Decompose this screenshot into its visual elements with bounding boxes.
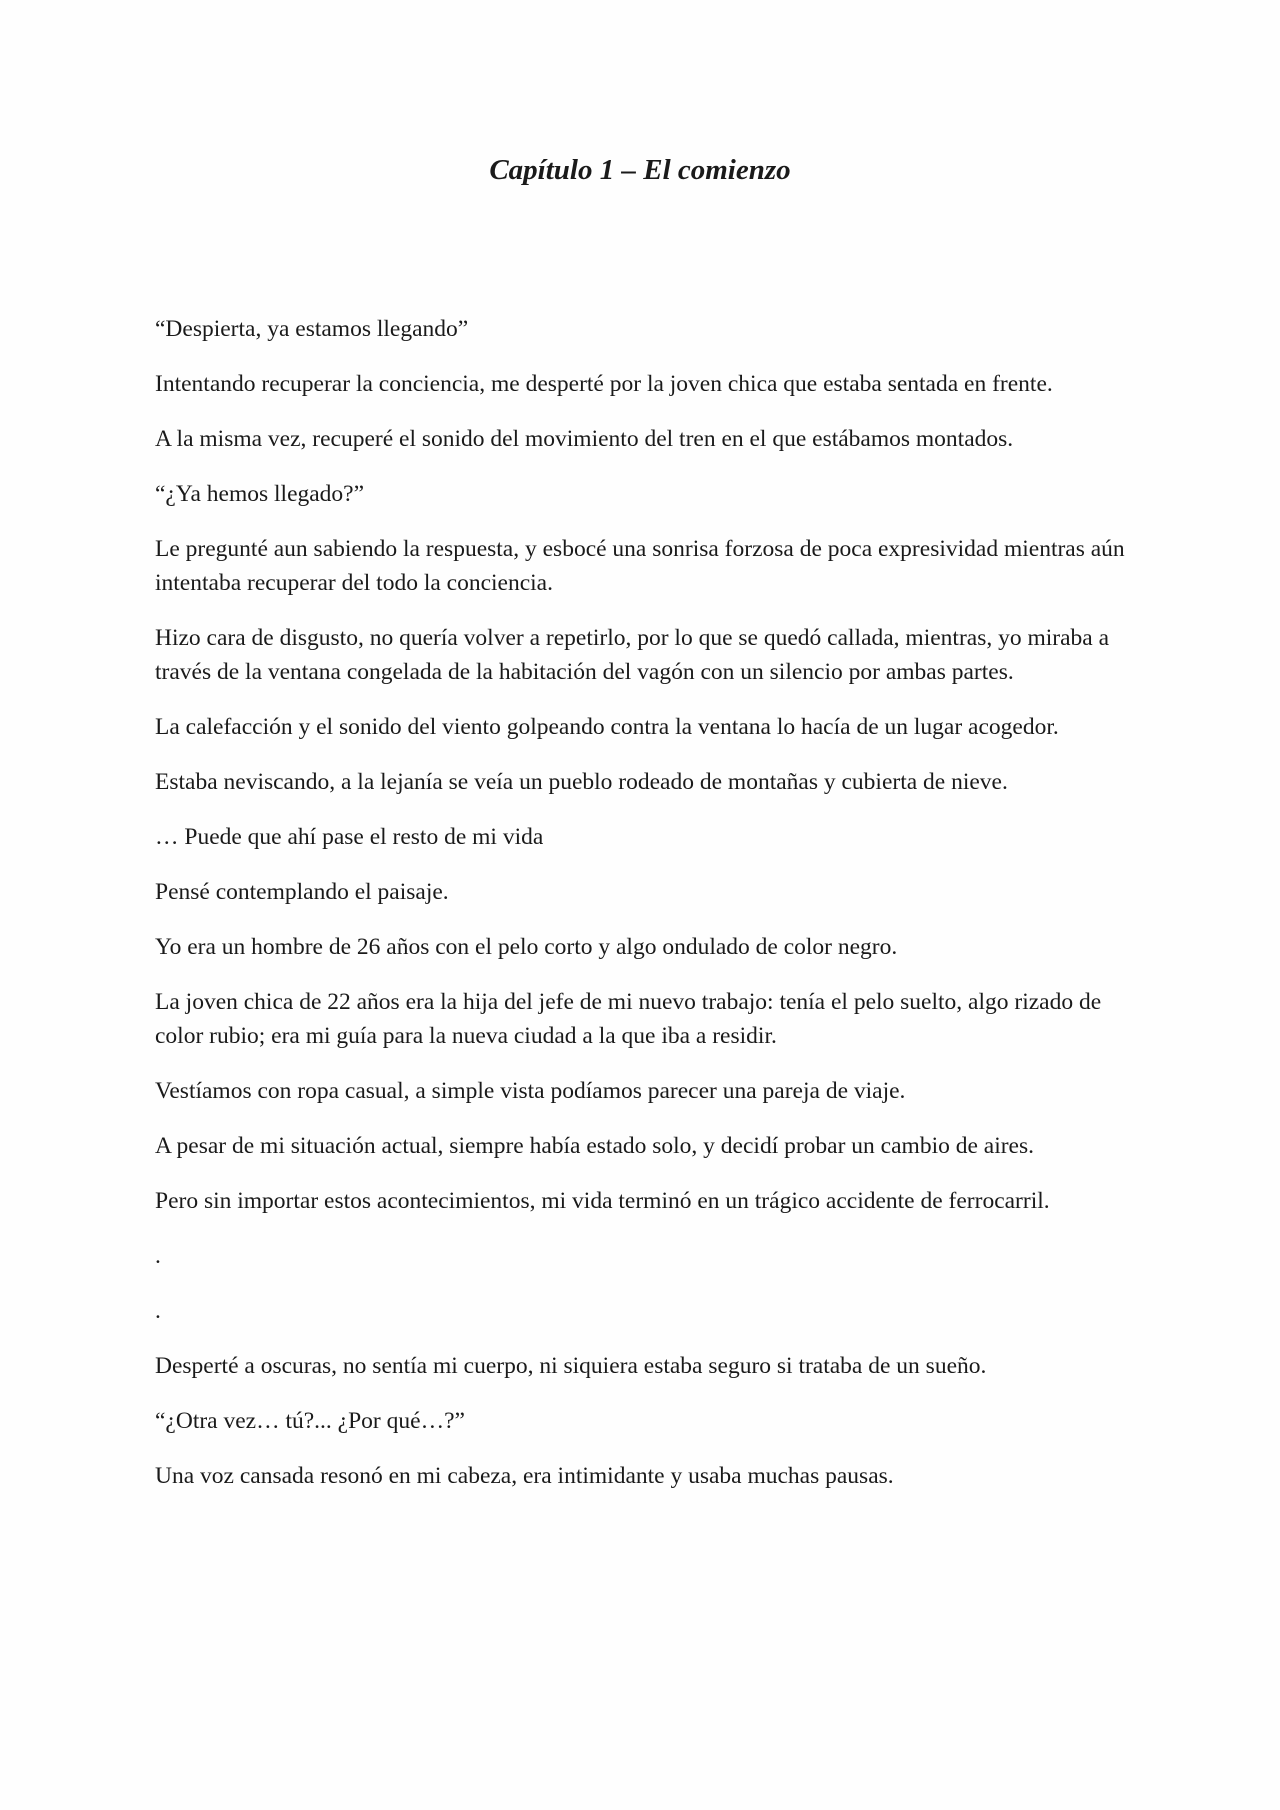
paragraph: Intentando recuperar la conciencia, me desperté por la joven chica que estaba sentada en frente. (155, 371, 1053, 397)
scene-break-dot: . (155, 1243, 161, 1269)
paragraph: La calefacción y el sonido del viento golpeando contra la ventana lo hacía de un lugar acogedor. (155, 714, 1059, 740)
paragraph: Le pregunté aun sabiendo la respuesta, y esbocé una sonrisa forzosa de poca expresividad mientras aún intentaba recuperar del todo la conciencia. (155, 536, 1125, 596)
scene-break-dot: . (155, 1298, 161, 1324)
paragraph: A pesar de mi situación actual, siempre había estado solo, y decidí probar un cambio de aires. (155, 1133, 1035, 1159)
chapter-title: Capítulo 1 – El comienzo (489, 154, 791, 186)
paragraph: … Puede que ahí pase el resto de mi vida (155, 824, 544, 850)
paragraph: Hizo cara de disgusto, no quería volver a repetirlo, por lo que se quedó callada, mientras, yo miraba a través de la ventana congelada de la habitación del vagón con un silencio por ambas partes. (155, 625, 1110, 685)
paragraph: A la misma vez, recuperé el sonido del movimiento del tren en el que estábamos montados. (155, 426, 1014, 452)
paragraph: Yo era un hombre de 26 años con el pelo corto y algo ondulado de color negro. (155, 934, 898, 960)
paragraph: Pero sin importar estos acontecimientos, mi vida terminó en un trágico accidente de ferrocarril. (155, 1188, 1050, 1214)
chapter-body (155, 312, 1135, 1514)
paragraph: Pensé contemplando el paisaje. (155, 879, 449, 905)
paragraph: Una voz cansada resonó en mi cabeza, era intimidante y usaba muchas pausas. (155, 1463, 894, 1489)
paragraph: La joven chica de 22 años era la hija del jefe de mi nuevo trabajo: tenía el pelo suelto, algo rizado de color rubio; era mi guía para la nueva ciudad a la que iba a residir. (155, 989, 1102, 1049)
paragraph: “¿Otra vez… tú?... ¿Por qué…?” (155, 1408, 465, 1434)
paragraph: Desperté a oscuras, no sentía mi cuerpo, ni siquiera estaba seguro si trataba de un sueño. (155, 1353, 987, 1379)
paragraph: Vestíamos con ropa casual, a simple vista podíamos parecer una pareja de viaje. (155, 1078, 906, 1104)
paragraph: “Despierta, ya estamos llegando” (155, 316, 469, 342)
paragraph: Estaba neviscando, a la lejanía se veía un pueblo rodeado de montañas y cubierta de nieve. (155, 769, 1008, 795)
paragraph: “¿Ya hemos llegado?” (155, 481, 365, 507)
